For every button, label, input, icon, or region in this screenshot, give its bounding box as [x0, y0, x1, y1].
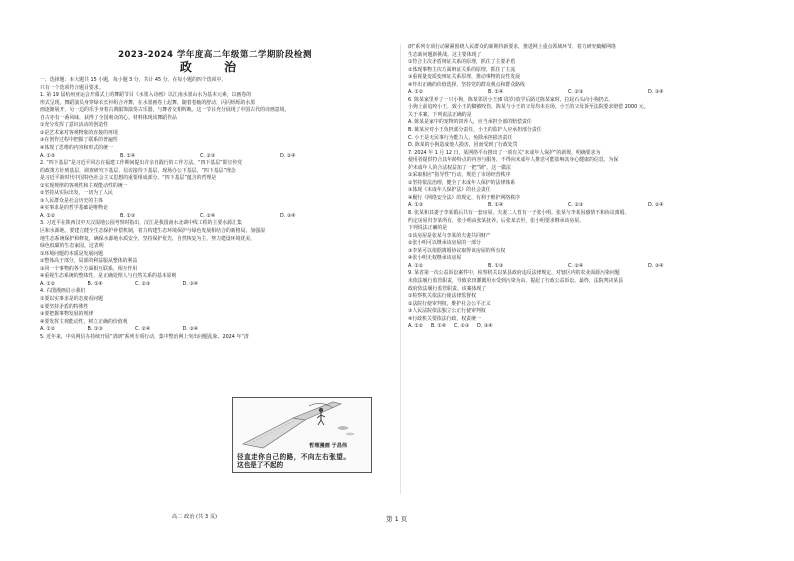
- exam-title: 2023-2024 学年度高二年级第二学期阶段检测: [118, 50, 312, 60]
- question-line: 的政策方针到基层，调查研究下基层，信访接待下基层，现场办公下基层。“四下基层”理念: [40, 167, 236, 174]
- question-line: 3. 习近平在陕西汉中天汉湿地公园考察时指出，汉江是我国南水北调中线工程的主要水源汇集: [40, 220, 242, 227]
- cartoon-caption-sub: 这也是了不起的: [237, 461, 284, 469]
- answer-option-b: B. ①③: [87, 326, 103, 333]
- option-line: ②法院行使审判权，维护社会公平正义: [408, 300, 491, 307]
- left-column: [40, 44, 390, 341]
- option-line: ③要把握事物发展的规律: [40, 311, 94, 318]
- question-line: 使用者提供符合其年龄特点的内容与服务，不得向未成年人推送可能影响其身心健康的信息，为保: [408, 157, 619, 164]
- answer-option-d: D. ③④: [182, 326, 199, 333]
- option-line: D. 陈某的小狗造成他人损害，因而受到了行政处罚: [408, 142, 518, 149]
- answer-option-b: B. ①③: [120, 212, 136, 219]
- answer-option-b: B. ①③: [488, 262, 504, 269]
- question-line: 关于本案，下列说法正确的是: [408, 111, 472, 118]
- question-line: 生态新问题新挑战。这主要体现了: [408, 51, 482, 58]
- option-line: ③人民群众是社会历史的主体: [40, 197, 104, 204]
- question-line: 8. 张某和其妻子李某婚后共有一套房屋，夫妻二人育有一子张小明。张某与李某因感情不和协议离婚，: [408, 210, 630, 217]
- answer-option-a: A. ①③: [40, 152, 56, 159]
- answer-options: [408, 202, 728, 210]
- question-line: 是习近平新时代中国特色社会主义思想的重要组成部分。“四下基层”蕴含的哲理是: [40, 175, 217, 182]
- answer-option-c: C. ②③: [200, 152, 216, 159]
- answer-option-b: B. ①④: [488, 89, 504, 96]
- option-line: ②是艺术家对客观物象的直接的再现: [40, 129, 118, 136]
- answer-option-d: D. ②④: [648, 202, 664, 209]
- answer-option-a: A. ①②: [40, 326, 56, 333]
- answer-option-a: A. ①②: [40, 280, 56, 287]
- answer-option-c: C. ②③: [568, 89, 584, 96]
- question-line: 4. 右图漫画启示我们: [40, 288, 86, 295]
- question-line: 政府依法履行监管职责。该案体现了: [408, 285, 487, 292]
- question-line: 朗”系列专项行动紧紧围绕人民群众的新期待新要求，推进网上重点领域环节，着力研究破解网络: [408, 44, 616, 50]
- option-line: ②坚持从实际出发，一切为了人民: [40, 190, 113, 197]
- option-line: ③在创作过程中把握了联系的普遍性: [40, 137, 118, 144]
- option-line: ③同一个事物的各个方面相互联系，相互作用: [40, 265, 138, 272]
- option-line: ④张小明无权继承该房屋: [408, 255, 462, 262]
- answer-option-a: A. ①③: [408, 202, 424, 209]
- answer-options: [40, 153, 360, 161]
- question-line: 自古亦有一番风味，获得了全国观众的心。材料体现该舞蹈作品: [40, 114, 177, 121]
- option-line: ①符合主次矛盾辩证关系的原理，抓住了主要矛盾: [408, 59, 516, 66]
- cartoon-artist: 哲理漫画 于昌伟: [309, 443, 348, 449]
- right-column: [408, 44, 760, 331]
- option-line: A. 陈某是家中的宠物的饲养人，应当承担全部的赔偿责任: [408, 119, 532, 126]
- option-line: ①要以实事求是的态度看问题: [40, 295, 104, 302]
- answer-option-a: A. ①②: [408, 262, 424, 269]
- answer-option-d: D. ③④: [648, 262, 664, 269]
- cartoon-caption: 径直走你自己的路，不向左右张望。: [237, 453, 351, 461]
- question-line: 6. 陈某家里养了一只小狗，陈某邻居小王(6 周岁)放学后路过陈某家时，拉起石头向小狗扔去。: [408, 96, 614, 103]
- option-line: ③体现《未成年人保护法》的社会责任: [408, 187, 491, 194]
- option-line: ④要发挥主观能动性，树立正确的价值观: [40, 318, 128, 325]
- question-line: 9. 某省第一次公益诉讼案件中，检察机关以某县政府违反法律规定，对辖区内的农业面源污染问题: [408, 270, 620, 277]
- answer-option-c: C. ②③: [135, 280, 151, 287]
- option-line: ①采取相应“指导性”行动，规范了市场经营秩序: [408, 172, 511, 179]
- option-line: ④重视生态系统的整体性，是正确处理人与自然关系的基本原则: [40, 273, 177, 280]
- question-line: 护未成年人的合法权益加了一把“锁”。这一做法: [408, 164, 511, 171]
- question-line: 画逐渐展开，另一边的乐手身着古典服饰演奏古乐器，与舞者交相辉映。这一节目充分展现了中国古代的诗画意境，: [40, 107, 290, 114]
- answer-options: [408, 89, 728, 97]
- option-line: ②张小明可以继承该房屋的一部分: [408, 240, 481, 247]
- question-line: 形式呈现。舞蹈演员身穿绿衣长衫组合齐舞，在水墨画卷上起舞，随着卷轴的舒动，闪闪烁烁的水墨: [40, 99, 256, 106]
- answer-option-b: B. ①④: [87, 280, 103, 287]
- question-line: 2. “四下基层”是习近平同志在福建工作期间提出并亲自践行的工作方法。“四下基层”即宣传党: [40, 160, 243, 167]
- option-line: C. 小王是无民事行为能力人，免除承担损害责任: [408, 134, 513, 141]
- question-line: 7. 2024 年 1 月 12 日，某网络平台推出了一项有关“未成年人保护”的新规，明确要求为: [408, 149, 601, 156]
- option-line: ④履行《网络安全法》的规定，有利于维护网络秩序: [408, 194, 520, 201]
- question-line: 绿色低碳的生态家园。这表明: [40, 243, 104, 250]
- option-line: ①该房屋是张某与李某的夫妻共同财产: [408, 232, 491, 239]
- option-line: ③人民法院依法独立公正行使审判权: [408, 308, 486, 315]
- option-line: B. 陈某应对小王负担部分责任，小王的监护人应承担部分责任: [408, 127, 542, 134]
- page-footer-left: 高二 政治 (共 3 页): [172, 514, 218, 520]
- option-line: ①环境问题的本质是发展问题: [40, 250, 104, 257]
- option-line: ①实现规律的客观性和主观能动性的统一: [40, 182, 128, 189]
- option-line: ④行政机关要依法行政，权责统一: [408, 315, 481, 322]
- philosophy-cartoon: [232, 397, 372, 473]
- question-line: 地生态系统保护和修复，确保水源地水质安全，坚持保护优先、自然恢复为主，努力建设环境优美、: [40, 235, 256, 242]
- answer-option-b: B. ①④: [120, 152, 136, 159]
- option-line: ③重视量变质变辩证关系原理，推动事物的良性发展: [408, 74, 520, 81]
- option-line: ④实事求是的哲学基础是唯物论: [40, 205, 108, 212]
- instruction-line: 一、选择题：本大题共 15 小题，每小题 3 分，共计 45 分。在每小题的四个选项中，: [40, 77, 227, 84]
- answer-option-d: D. ③④: [648, 89, 664, 96]
- question-line: 1. 第 19 届杭州亚运会开幕式上的舞蹈节目《水墨入诗画》以江南水墨山水为基本元素，以画卷的: [40, 92, 252, 99]
- question-line: 未依法履行监管职责，导致农田灌溉用水受到污染为由，提起了行政公益诉讼。最终，法院判决某县: [408, 277, 624, 284]
- answer-option-d: D. ③④: [280, 212, 296, 219]
- answer-option-d: D. ②④: [280, 152, 296, 159]
- option-line: ④体现了思维的内容和形式的统一: [40, 145, 113, 152]
- answer-option-a: A. ①②: [408, 89, 424, 96]
- subject-title: 政 治: [179, 59, 251, 74]
- option-line: ④作出正确的价值选择，坚持党的群众观点和群众路线: [408, 81, 525, 88]
- option-line: ②体现事物主次方面辩证关系的原理，抓住了主流: [408, 66, 516, 73]
- answer-options: A. ①② B. ①④ C. ②③ D. ③④: [408, 323, 493, 330]
- question-line: 约定房屋归李某所有，张小明由张某抚养。后张某去世，张小明要求继承该房屋。: [408, 217, 585, 224]
- page-footer-right: 第 1 页: [386, 515, 408, 523]
- answer-option-a: A. ①②: [40, 212, 56, 219]
- option-line: ①检察机关依法行使法律监督权: [408, 293, 476, 300]
- answer-option-c: C. ②④: [200, 212, 216, 219]
- question-line: 5. 近年来，中央网信办持续开展“清朗”系列专项行动，集中整治网上突出问题乱象。2024 年“清: [40, 333, 249, 340]
- answer-options: [40, 326, 230, 334]
- answer-option-c: C. ②③: [568, 202, 584, 209]
- column-divider: [400, 44, 401, 494]
- option-line: ②坚持依法治理，健全了未成年人保护的法律体系: [408, 179, 516, 186]
- answer-option-c: C. ②④: [568, 262, 584, 269]
- answer-option-c: C. ②④: [135, 326, 151, 333]
- answer-option-b: B. ①④: [488, 202, 504, 209]
- option-line: ②整体高于部分，局部的利益服从整体的利益: [40, 258, 138, 265]
- option-line: ②要坚持矛盾的特殊性: [40, 303, 89, 310]
- question-line: 区和水源地，要建立健全生态保护补偿机制，着力构建生态环境保护与绿色发展相结合的新格局，加强湿: [40, 228, 265, 235]
- answer-option-d: D. ③④: [182, 280, 199, 287]
- question-line: 小狗上前追咬小王，致小王的脚被咬伤，陈某与小王的父母均未在场。小王的父母诉至法院要求赔偿 2000 元。: [408, 104, 649, 111]
- instruction-line: 只有一个选项符合题目要求。: [40, 84, 104, 91]
- option-line: ①充分发挥了意识活动的创造性: [40, 122, 108, 129]
- question-line: 下列说法正确的是: [408, 225, 448, 232]
- option-line: ③李某可以依据离婚协议取得该房屋的所有权: [408, 247, 506, 254]
